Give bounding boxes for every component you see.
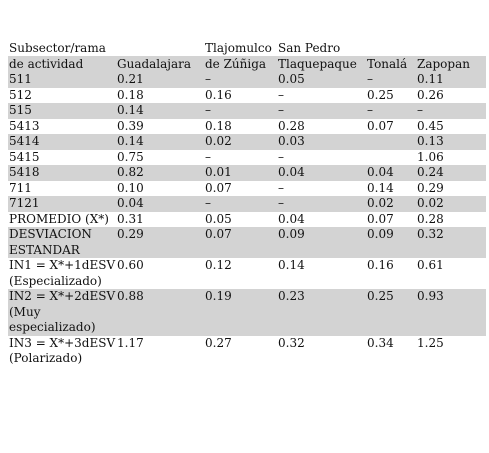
row-label-cell: DESVIACION ESTANDAR: [8, 227, 116, 258]
header-tlajomulco-line1: Tlajomulco: [204, 40, 277, 56]
value-cell-tonala: 0.04: [366, 165, 416, 181]
header-sanpedro-line1: San Pedro: [277, 40, 366, 56]
value-cell-tlajomulco: –: [204, 103, 277, 119]
table-row: [8, 119, 486, 135]
header-row-main: [8, 56, 486, 72]
header-subsector-line1: Subsector/rama: [9, 41, 106, 55]
value-cell-tlaquepaque: 0.04: [277, 165, 366, 181]
header-cell: [116, 40, 204, 56]
row-label-cell: 5415: [8, 150, 116, 166]
value-cell-tlajomulco: 0.27: [204, 336, 277, 367]
header-tlajomulco-line2: de Zúñiga: [204, 56, 277, 72]
row-label-cell: 5413: [8, 119, 116, 135]
table-row: [8, 150, 486, 166]
value-cell-tonala: 0.02: [366, 196, 416, 212]
value-cell-guadalajara: 0.10: [116, 181, 204, 197]
value-cell-guadalajara: 0.21: [116, 72, 204, 88]
value-cell-guadalajara: 0.31: [116, 212, 204, 228]
value-cell-tlajomulco: 0.19: [204, 289, 277, 336]
value-cell-tlaquepaque: 0.03: [277, 134, 366, 150]
table-row: [8, 336, 486, 367]
value-cell-guadalajara: 0.04: [116, 196, 204, 212]
value-cell-tonala: 0.25: [366, 88, 416, 104]
value-cell-guadalajara: 0.88: [116, 289, 204, 336]
value-cell-guadalajara: 0.75: [116, 150, 204, 166]
value-cell-tlaquepaque: 0.28: [277, 119, 366, 135]
value-cell-zapopan: 0.24: [416, 165, 486, 181]
value-cell-tlaquepaque: 0.14: [277, 258, 366, 289]
value-cell-tlajomulco: 0.05: [204, 212, 277, 228]
value-cell-tonala: 0.16: [366, 258, 416, 289]
header-cell: [366, 40, 416, 56]
header-cell: [416, 40, 486, 56]
value-cell-tlaquepaque: 0.32: [277, 336, 366, 367]
value-cell-zapopan: 0.61: [416, 258, 486, 289]
value-cell-zapopan: 0.02: [416, 196, 486, 212]
value-cell-tlaquepaque: –: [277, 103, 366, 119]
row-label-cell: IN2 = X*+2dESV (Muy especializado): [9, 289, 116, 334]
header-guadalajara: Guadalajara: [116, 56, 204, 72]
table-row: [8, 181, 486, 197]
value-cell-tonala: [366, 134, 416, 150]
value-cell-zapopan: 0.93: [416, 289, 486, 336]
table-row: [8, 103, 486, 119]
row-label-cell: 711: [8, 181, 116, 197]
row-label-cell: IN1 = X*+1dESV (Especializado): [9, 258, 116, 288]
row-label-cell: 7121: [8, 196, 116, 212]
value-cell-zapopan: 0.32: [416, 227, 486, 258]
value-cell-tlajomulco: –: [204, 196, 277, 212]
value-cell-guadalajara: 0.14: [116, 103, 204, 119]
table-row: [8, 88, 486, 104]
specialization-index-table-container: [8, 40, 486, 367]
row-label-cell: 5414: [8, 134, 116, 150]
value-cell-tonala: 0.07: [366, 212, 416, 228]
header-cell: [8, 40, 116, 56]
value-cell-zapopan: 0.26: [416, 88, 486, 104]
value-cell-tonala: –: [366, 103, 416, 119]
row-label-cell: 5418: [8, 165, 116, 181]
table-row: [8, 212, 486, 228]
row-label-cell: 512: [8, 88, 116, 104]
value-cell-tonala: [366, 150, 416, 166]
value-cell-tlaquepaque: 0.05: [277, 72, 366, 88]
row-label-cell: IN3 = X*+3dESV (Polarizado): [9, 335, 116, 365]
value-cell-tonala: 0.09: [366, 227, 416, 258]
value-cell-tlajomulco: 0.07: [204, 227, 277, 258]
value-cell-guadalajara: 0.29: [116, 227, 204, 258]
table-row: [8, 289, 486, 336]
value-cell-tlajomulco: 0.07: [204, 181, 277, 197]
value-cell-guadalajara: 1.17: [116, 336, 204, 367]
row-label-cell: 511: [8, 72, 116, 88]
value-cell-tlajomulco: –: [204, 150, 277, 166]
value-cell-tlajomulco: –: [204, 72, 277, 88]
table-row: [8, 196, 486, 212]
header-tonala: Tonalá: [366, 56, 416, 72]
value-cell-tlaquepaque: –: [277, 150, 366, 166]
value-cell-zapopan: 0.45: [416, 119, 486, 135]
row-label-cell: 515: [8, 103, 116, 119]
specialization-index-table: [8, 40, 486, 367]
value-cell-tlaquepaque: –: [277, 196, 366, 212]
value-cell-tonala: 0.14: [366, 181, 416, 197]
value-cell-tlajomulco: 0.01: [204, 165, 277, 181]
value-cell-zapopan: 0.29: [416, 181, 486, 197]
value-cell-zapopan: 0.11: [416, 72, 486, 88]
header-zapopan: Zapopan: [416, 56, 486, 72]
value-cell-tlaquepaque: 0.23: [277, 289, 366, 336]
value-cell-guadalajara: 0.14: [116, 134, 204, 150]
table-row: [8, 227, 486, 258]
header-row-top: [8, 40, 486, 56]
value-cell-tlajomulco: 0.16: [204, 88, 277, 104]
value-cell-zapopan: 0.13: [416, 134, 486, 150]
value-cell-zapopan: 1.25: [416, 336, 486, 367]
header-subsector: [8, 56, 116, 72]
value-cell-tonala: –: [366, 72, 416, 88]
value-cell-tlajomulco: 0.12: [204, 258, 277, 289]
table-row: [8, 258, 486, 289]
value-cell-tlaquepaque: 0.09: [277, 227, 366, 258]
header-sanpedro-line2: Tlaquepaque: [277, 56, 366, 72]
value-cell-tlaquepaque: 0.04: [277, 212, 366, 228]
value-cell-tonala: 0.25: [366, 289, 416, 336]
value-cell-tlajomulco: 0.02: [204, 134, 277, 150]
value-cell-guadalajara: 0.60: [116, 258, 204, 289]
value-cell-tlaquepaque: –: [277, 181, 366, 197]
header-subsector-line2: de actividad: [9, 57, 84, 71]
value-cell-tonala: 0.34: [366, 336, 416, 367]
value-cell-tlajomulco: 0.18: [204, 119, 277, 135]
value-cell-zapopan: 1.06: [416, 150, 486, 166]
value-cell-tlaquepaque: –: [277, 88, 366, 104]
value-cell-zapopan: 0.28: [416, 212, 486, 228]
value-cell-zapopan: –: [416, 103, 486, 119]
table-row: [8, 72, 486, 88]
value-cell-guadalajara: 0.18: [116, 88, 204, 104]
row-label-cell: PROMEDIO (X*): [8, 212, 116, 228]
value-cell-guadalajara: 0.39: [116, 119, 204, 135]
table-row: [8, 165, 486, 181]
value-cell-tonala: 0.07: [366, 119, 416, 135]
table-row: [8, 134, 486, 150]
value-cell-guadalajara: 0.82: [116, 165, 204, 181]
